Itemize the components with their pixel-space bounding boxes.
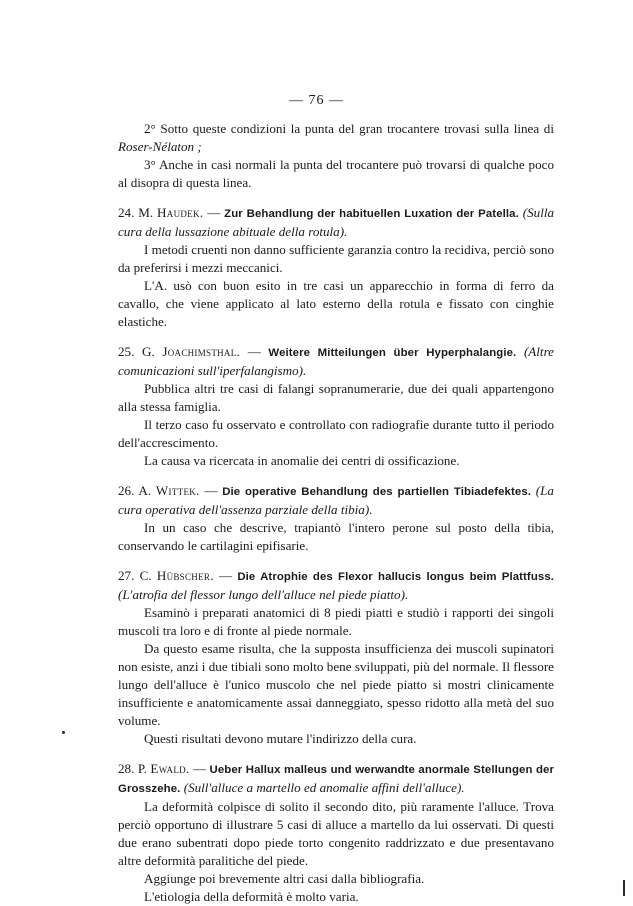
bibliography-entry [118, 567, 554, 748]
author-name: Wittek. [155, 483, 200, 498]
entry-dash: — [207, 205, 221, 220]
intro-paragraph [118, 156, 554, 192]
entry-number: 27. [118, 568, 135, 583]
german-title: Die Atrophie des Flexor hallucis longus beim Plattfuss. [237, 571, 555, 583]
entry-dash: — [219, 568, 233, 583]
author-name: Haudek. [157, 205, 204, 220]
italian-title: (Sull'alluce a martello ed anomalie affini dell'alluce). [183, 780, 465, 795]
page-number: — 76 — [289, 93, 344, 108]
scan-speck [62, 731, 65, 734]
entry-dash: — [204, 483, 218, 498]
intro-italic: Roser-Nélaton ; [118, 139, 202, 154]
italian-title: (La cura operativa dell'assenza parziale della tibia). [118, 483, 554, 517]
german-title: Zur Behandlung der habituellen Luxation der Patella. [224, 208, 519, 220]
entry-heading [118, 760, 554, 798]
entry-dash: — [247, 344, 261, 359]
author-initial: C. [139, 568, 152, 583]
entry-heading [118, 482, 554, 519]
author-name: Joachimsthal. [162, 344, 241, 359]
entry-paragraph: Da questo esame risulta, che la supposta insufficienza dei muscoli supinatori non esiste, anzi i due tibiali sono molto bene sviluppati, più del normale. Il flessore lungo dell'alluce è l'unico muscolo che nel piede piatto si mostri clinicamente insufficiente e anatomicamente assai danneggiato, spesso ridotto alla metà del suo volume. [118, 641, 554, 728]
entry-paragraph: Questi risultati devono mutare l'indirizzo della cura. [144, 731, 417, 746]
entry-number: 24. [118, 205, 135, 220]
intro-paragraph [118, 120, 554, 156]
entry-paragraph: Il terzo caso fu osservato e controllato con radiografie durante tutto il periodo dell'accrescimento. [118, 417, 554, 450]
entry-number: 25. [118, 344, 135, 359]
author-initial: G. [141, 344, 155, 359]
bibliography-entry [118, 760, 554, 906]
scan-edge-mark [623, 880, 625, 896]
entry-paragraph: Aggiunge poi brevemente altri casi dalla bibliografia. [144, 871, 425, 886]
entry-paragraph: Pubblica altri tre casi di falangi sopranumerarie, due dei quali appartengono alla stessa famiglia. [118, 381, 554, 414]
bibliography-entry [118, 482, 554, 555]
german-title: Ueber Hallux malleus und werwandte anormale Stellungen der Grosszehe. [118, 764, 554, 795]
entry-paragraph: La deformità colpisce di solito il secondo dito, più raramente l'alluce. Trova perciò opportuno di illustrare 5 casi di alluce a martello da lui osservati. Di questi due erano subentrati dopo piede torto congenito raddrizzato e due presentavano altre deformità paralitiche del piede. [118, 799, 554, 868]
entry-paragraph: L'etiologia della deformità è molto varia. [144, 889, 359, 904]
author-initial: A. [138, 483, 152, 498]
entry-heading [118, 343, 554, 380]
entry-paragraph: L'A. usò con buon esito in tre casi un apparecchio in forma di ferro da cavallo, che viene applicato al lato esterno della rotula e fissato con cinghie elastiche. [118, 278, 554, 329]
page-body [118, 120, 554, 906]
author-name: Hübscher. [156, 568, 214, 583]
entry-number: 28. [118, 761, 135, 776]
entry-paragraph: Esaminò i preparati anatomici di 8 piedi piatti e studiò i rapporti dei singoli muscoli tra loro e di fronte al piede normale. [118, 605, 554, 638]
intro-text: 3° Anche in casi normali la punta del trocantere può trovarsi di qualche poco al disopra di questa linea. [118, 157, 554, 190]
author-initial: M. [138, 205, 154, 220]
italian-title: (Altre comunicazioni sull'iperfalangismo). [118, 344, 554, 378]
entry-paragraph: I metodi cruenti non danno sufficiente garanzia contro la recidiva, perciò sono da preferirsi i mezzi meccanici. [118, 242, 554, 275]
german-title: Weitere Mitteilungen über Hyperphalangie. [268, 347, 517, 359]
intro-text: 2° Sotto queste condizioni la punta del gran trocantere trovasi sulla linea di [144, 121, 554, 136]
entry-paragraph: In un caso che descrive, trapiantò l'intero perone sul posto della tibia, conservando le cartilagini epifisarie. [118, 520, 554, 553]
bibliography-entry [118, 204, 554, 331]
entry-paragraph: La causa va ricercata in anomalie dei centri di ossificazione. [144, 453, 460, 468]
bibliography-entry [118, 343, 554, 470]
entry-heading [118, 204, 554, 241]
italian-title: (Sulla cura della lussazione abituale della rotula). [118, 205, 555, 239]
entry-heading [118, 567, 554, 604]
entry-number: 26. [118, 483, 135, 498]
entry-dash: — [192, 761, 207, 776]
author-name: Ewald. [150, 761, 190, 776]
german-title: Die operative Behandlung des partiellen Tibiadefektes. [222, 486, 532, 498]
author-initial: P. [137, 761, 147, 776]
italian-title: (L'atrofia del flessor lungo dell'alluce nel piede piatto). [118, 587, 409, 602]
